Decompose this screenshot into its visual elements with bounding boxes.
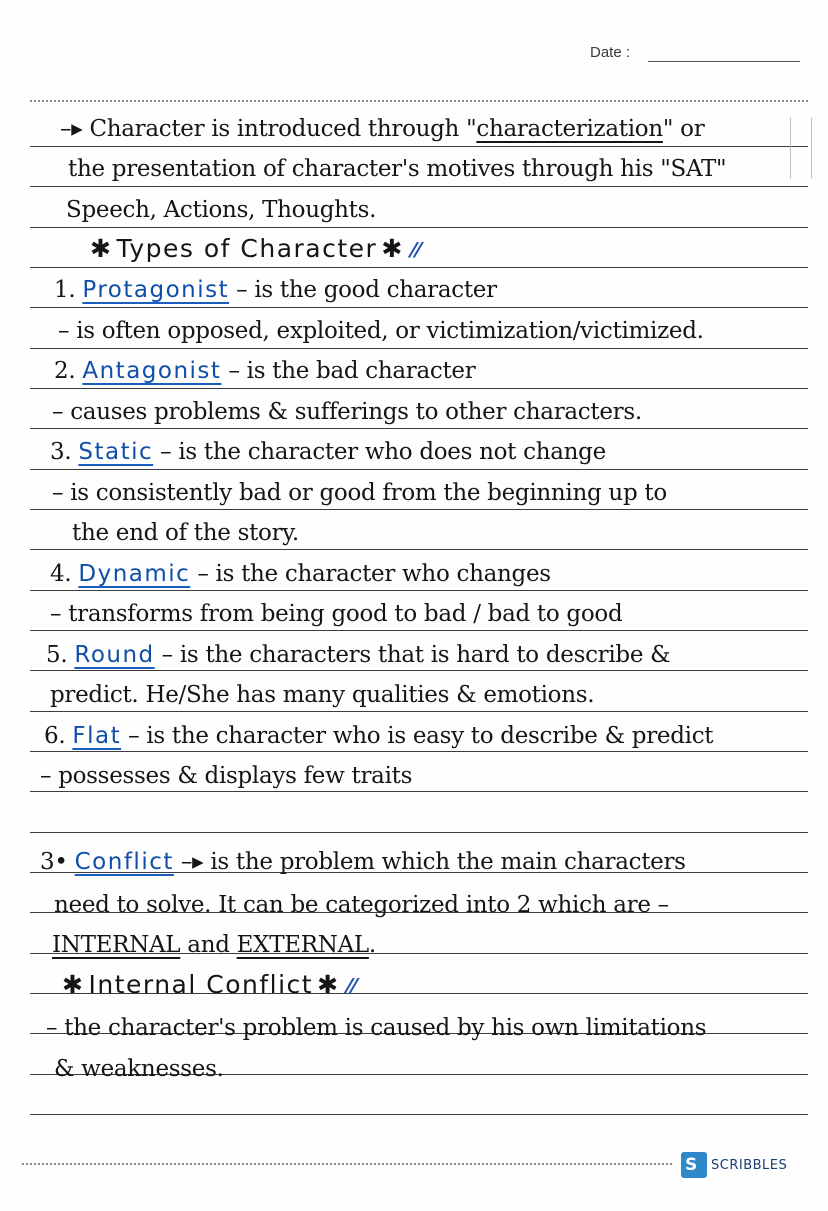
type-4-number: 4. [50, 561, 72, 587]
type-2-term: Antagonist [82, 358, 222, 384]
types-heading [86, 233, 421, 266]
sparkle-icon: ⁄⁄ [411, 238, 422, 262]
top-dotted-rule [30, 100, 808, 102]
margin-mark [790, 118, 812, 178]
ruled-line [30, 509, 808, 510]
type-3-definition: – is the character who does not change [153, 439, 606, 465]
bottom-dotted-rule [22, 1163, 672, 1165]
type-2-line [54, 356, 475, 386]
ruled-line [30, 307, 808, 308]
type-3-detail-2: the end of the story. [72, 520, 299, 546]
type-1-term: Protagonist [82, 277, 230, 303]
conflict-line-3 [52, 930, 376, 960]
type-3-term: Static [78, 439, 154, 465]
ruled-line [30, 791, 808, 792]
conflict-external: EXTERNAL [236, 932, 369, 958]
type-2-detail: – causes problems & sufferings to other characters. [52, 399, 642, 425]
ruled-line [30, 388, 808, 389]
date-field [590, 44, 810, 68]
date-line [648, 61, 800, 62]
type-5-detail: predict. He/She has many qualities & emotions. [50, 682, 595, 708]
type-6-line [44, 721, 713, 751]
ruled-line [30, 146, 808, 147]
ruled-line [30, 590, 808, 591]
sparkle-icon: ⁄⁄ [347, 974, 358, 998]
type-5-number: 5. [46, 642, 68, 668]
type-4-detail: – transforms from being good to bad / bad to good [50, 601, 623, 627]
conflict-number: 3• [40, 849, 68, 875]
types-heading-text: Types of Character [116, 234, 378, 263]
star-icon: ✱ [62, 970, 85, 999]
ruled-line [30, 832, 808, 833]
intro-line-3: Speech, Actions, Thoughts. [66, 197, 377, 223]
intro-term: characterization [476, 116, 663, 142]
type-6-number: 6. [44, 723, 66, 749]
type-1-number: 1. [54, 277, 76, 303]
internal-heading [58, 969, 357, 1002]
intro-line-1 [60, 114, 704, 144]
ruled-line [30, 1114, 808, 1115]
star-icon: ✱ [381, 234, 404, 263]
type-6-detail: – possesses & displays few traits [40, 763, 413, 789]
type-5-term: Round [74, 642, 155, 668]
type-4-term: Dynamic [78, 561, 191, 587]
ruled-line [30, 670, 808, 671]
type-6-term: Flat [72, 723, 122, 749]
ruled-line [30, 469, 808, 470]
ruled-line [30, 428, 808, 429]
conflict-internal: INTERNAL [52, 932, 181, 958]
logo-text: SCRIBBLES [711, 1157, 788, 1173]
conflict-line-1 [40, 847, 686, 877]
star-icon: ✱ [90, 234, 113, 263]
star-icon: ✱ [317, 970, 340, 999]
internal-heading-text: Internal Conflict [88, 970, 314, 999]
type-5-line [46, 640, 670, 670]
ruled-line [30, 348, 808, 349]
type-1-line [54, 275, 497, 305]
type-4-line [50, 559, 551, 589]
conflict-term: Conflict [74, 849, 174, 875]
internal-line-1: – the character's problem is caused by his own limitations [46, 1015, 707, 1041]
ruled-line [30, 711, 808, 712]
date-label: Date : [590, 44, 631, 61]
intro-line-2: the presentation of character's motives through his "SAT" [68, 156, 727, 182]
logo-letter: S [685, 1155, 698, 1175]
ruled-line [30, 630, 808, 631]
scribbles-logo [681, 1150, 811, 1180]
type-5-definition: – is the characters that is hard to describe & [154, 642, 671, 668]
intro-suffix: " or [662, 116, 705, 142]
type-4-definition: – is the character who changes [190, 561, 551, 587]
conflict-and: and [180, 932, 237, 958]
type-1-definition: – is the good character [229, 277, 497, 303]
ruled-line [30, 186, 808, 187]
type-1-detail: – is often opposed, exploited, or victimization/victimized. [58, 318, 704, 344]
type-6-definition: – is the character who is easy to describe & predict [121, 723, 714, 749]
ruled-line [30, 549, 808, 550]
type-3-number: 3. [50, 439, 72, 465]
type-2-number: 2. [54, 358, 76, 384]
type-3-line [50, 437, 606, 467]
type-2-definition: – is the bad character [221, 358, 476, 384]
ruled-line [30, 751, 808, 752]
conflict-line-2: need to solve. It can be categorized into 2 which are – [54, 892, 669, 918]
ruled-line [30, 267, 808, 268]
ruled-line [30, 227, 808, 228]
logo-mark [681, 1152, 707, 1178]
internal-line-2: & weaknesses. [54, 1056, 224, 1082]
type-3-detail: – is consistently bad or good from the beginning up to [52, 480, 667, 506]
conflict-definition: –▸ is the problem which the main characters [173, 849, 686, 875]
conflict-period: . [368, 932, 376, 958]
intro-prefix: –▸ Character is introduced through " [60, 116, 477, 142]
